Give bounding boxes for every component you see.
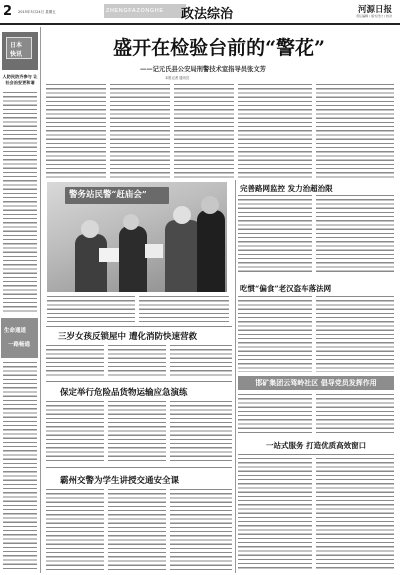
article-heading-theft: 吃惯“偏食”老汉盗车落法网 xyxy=(240,284,332,293)
article-text-traffic-2 xyxy=(108,489,166,571)
article-text-community-2 xyxy=(316,394,394,434)
issue-date: 2015年3月24日 星期五 xyxy=(18,10,56,14)
sidebar-box-line1: 日本 xyxy=(10,42,23,49)
story-column-2 xyxy=(110,84,170,178)
byline: 本报记者 通讯员 xyxy=(165,76,190,80)
sidebar-bottom-line1: 生命通道 xyxy=(4,328,27,334)
story-column-1 xyxy=(46,84,106,178)
article-text-traffic-1 xyxy=(46,489,104,571)
column-divider-right xyxy=(235,180,236,573)
story-column-4 xyxy=(238,84,312,178)
divider-3 xyxy=(238,454,394,455)
article-text-onestop-2 xyxy=(316,458,394,570)
divider-1 xyxy=(46,326,232,327)
section-pinyin: ZHENGFAZONGHE xyxy=(106,8,164,14)
news-photo xyxy=(47,182,227,292)
sidebar-title: 人防民防齐参与 让社会治安更和谐 xyxy=(2,74,38,85)
article-text-traffic-3 xyxy=(170,489,232,571)
article-text-girl-2 xyxy=(108,345,166,377)
photo-caption xyxy=(47,296,135,322)
sidebar-divider xyxy=(40,27,41,573)
sidebar-text-bottom xyxy=(3,362,37,570)
article-text-drill-3 xyxy=(170,401,232,463)
article-text-drill-1 xyxy=(46,401,104,463)
article-text-onestop-1 xyxy=(238,458,312,570)
photo-sign-text: 警务站民警“赶庙会” xyxy=(69,190,147,200)
sidebar-box-line2: 快讯 xyxy=(10,51,23,58)
article-heading-onestop: 一站式服务 打造优质高效窗口 xyxy=(266,441,367,450)
article-text-girl-3 xyxy=(170,345,232,377)
sidebar-bottom-box xyxy=(1,318,38,358)
article-text-theft-2 xyxy=(316,296,394,372)
main-headline: 盛开在检验台前的“警花” xyxy=(113,37,325,59)
article-heading-traffic: 霸州交警为学生讲授交通安全课 xyxy=(60,476,180,486)
below-photo-text xyxy=(139,296,229,322)
right-text-1 xyxy=(238,195,312,275)
article-text-theft-1 xyxy=(238,296,312,372)
article-heading-community: 邯矿集团云驾岭社区 倡导党员发挥作用 xyxy=(238,376,394,390)
main-subhead: ——记元氏县公安局刑警技术室指导员张文芳 xyxy=(140,66,266,73)
sidebar-bottom-line2: 一路畅通 xyxy=(8,342,31,348)
article-text-girl-1 xyxy=(46,345,104,377)
article-text-community-1 xyxy=(238,394,312,434)
page-number: 2 xyxy=(3,4,13,19)
header-rule xyxy=(0,23,400,25)
masthead-info: 责任编辑 / 版式设计 / 校对 xyxy=(356,14,392,18)
page-header xyxy=(0,0,400,24)
right-text-2 xyxy=(316,195,394,275)
story-column-5 xyxy=(316,84,394,178)
article-text-drill-2 xyxy=(108,401,166,463)
story-column-3 xyxy=(174,84,234,178)
article-heading-drill: 保定举行危险品货物运输应急演练 xyxy=(60,388,188,398)
divider-4 xyxy=(46,467,232,468)
section-title: 政法综治 xyxy=(181,7,234,22)
sidebar-text xyxy=(3,92,37,314)
right-headline-1: 完善路网监控 发力治超治限 xyxy=(240,184,333,193)
masthead: 河源日报 xyxy=(357,5,392,15)
divider-2 xyxy=(46,381,232,382)
article-heading-girl: 三岁女孩反锁屋中 遭化消防快速营救 xyxy=(58,332,197,342)
sidebar-header-box xyxy=(2,32,38,70)
